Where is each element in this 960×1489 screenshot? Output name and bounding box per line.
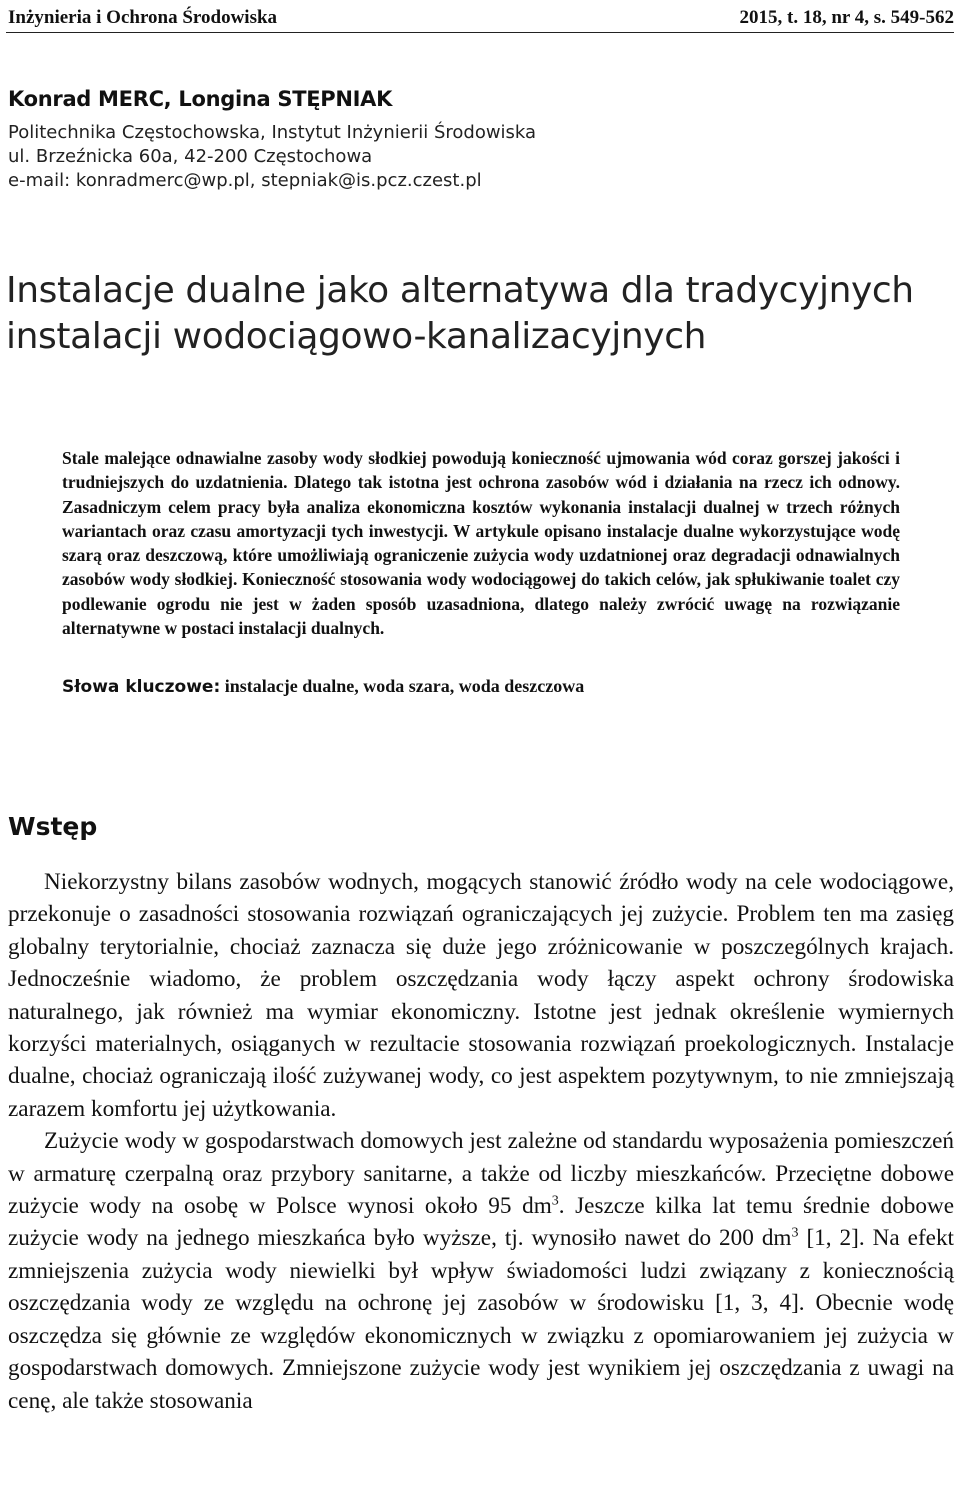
affiliation (8, 121, 536, 193)
paper-title (6, 268, 956, 360)
title-line-2: instalacji wodociągowo-kanalizacyjnych (6, 316, 707, 357)
keywords-label: Słowa kluczowe: (62, 677, 221, 697)
paragraph-2 (8, 1125, 954, 1417)
authors: Konrad MERC, Longina STĘPNIAK (8, 87, 393, 111)
affiliation-institute: Politechnika Częstochowska, Instytut Inżynierii Środowiska (8, 122, 537, 143)
superscript-cubic-2: 3 (791, 1225, 799, 1241)
abstract: Stale malejące odnawialne zasoby wody słodkiej powodują konieczność ujmowania wód coraz gorszej jakości i trudniejszych do uzdatnienia. Dlatego tak istotna jest ochrona zasobów wód i działania na rzecz ich odnowy. Zasadniczym celem pracy była analiza ekonomiczna kosztów wykonania instalacji dualnej w trzech różnych wariantach oraz czasu amortyzacji tych inwestycji. W artykule opisano instalacje dualne wykorzystujące wodę szarą oraz deszczową, które umożliwiają ograniczenie zużycia wody uzdatnionej oraz degradacji odnawialnych zasobów wody słodkiej. Konieczność stosowania wody wodociągowej do takich celów, jak spłukiwanie toalet czy podlewanie ogrodu nie jest w żaden sposób uzasadniona, dlatego należy zwrócić uwagę na rozwiązanie alternatywne w postaci instalacji dualnych. (62, 448, 900, 639)
journal-name: Inżynieria i Ochrona Środowiska (8, 7, 278, 28)
header-divider (6, 32, 954, 33)
superscript-cubic: 3 (551, 1193, 559, 1209)
section-heading: Wstęp (8, 812, 98, 841)
paragraph-2-part-2: . Jeszcze kilka lat temu średnie dobowe zużycie wody na jednego mieszkańca było wyższe, tj. wynosiło nawet do 200 dm (8, 1193, 955, 1252)
body-text (8, 866, 954, 1417)
running-header (8, 4, 954, 30)
keywords-value: instalacje dualne, woda szara, woda deszczowa (224, 676, 585, 696)
title-line-1: Instalacje dualne jako alternatywa dla tradycyjnych (6, 270, 914, 311)
paragraph-2-part-1: Zużycie wody w gospodarstwach domowych jest zależne od standardu wyposażenia pomieszczeń w armaturę czerpalną oraz przybory sanitarne, a także od liczby mieszkańców. Przeciętne dobowe zużycie wody na osobę w Polsce wynosi około 95 dm (8, 1128, 954, 1220)
keywords (62, 676, 902, 697)
affiliation-email: e-mail: konradmerc@wp.pl, stepniak@is.pcz.czest.pl (8, 170, 482, 191)
affiliation-address: ul. Brzeźnicka 60a, 42-200 Częstochowa (8, 146, 373, 167)
paragraph-2-part-3: [1, 2]. Na efekt zmniejszenia zużycia wody niewielki był wpływ świadomości ludzi związany z koniecznością oszczędzania wody ze względu na ochronę jej zasobów w środowisku [1, 3, 4]. Obecnie wodę oszczędza się głównie ze względów ekonomicznych w związku z opomiarowaniem jej zużycia w gospodarstwach domowych. Zmniejszone zużycie wody jest wynikiem jej oszczędzania z uwagi na cenę, ale także stosowania (8, 1225, 954, 1414)
paragraph-1: Niekorzystny bilans zasobów wodnych, mogących stanowić źródło wody na cele wodociągowe, przekonuje o zasadności stosowania rozwiązań ograniczających jej zużycie. Problem ten ma zasięg globalny terytorialnie, chociaż zaznacza się duże jego zróżnicowanie w poszczególnych krajach. Jednocześnie wiadomo, że problem oszczędzania wody łączy aspekt ochrony środowiska naturalnego, jak również ma wymiar ekonomiczny. Istotne jest jednak określenie wymiernych korzyści materialnych, osiąganych w rezultacie stosowania rozwiązań proekologicznych. Instalacje dualne, chociaż ograniczają ilość zużywanej wody, co jest aspektem pozytywnym, to nie zmniejszają zarazem komfortu jej użytkowania. (8, 869, 954, 1122)
issue-info: 2015, t. 18, nr 4, s. 549-562 (739, 7, 954, 28)
